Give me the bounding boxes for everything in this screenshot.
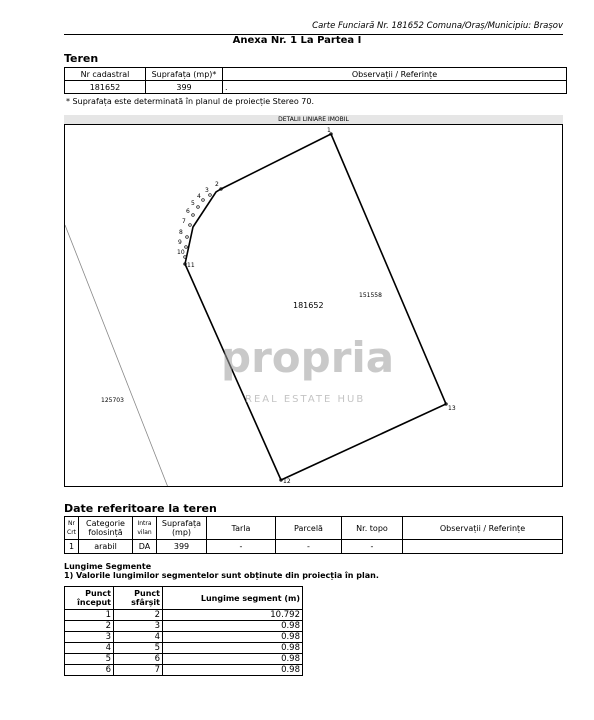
teren-header-cadastral: Nr cadastral bbox=[65, 68, 146, 81]
neighbor-east-label: 151558 bbox=[359, 292, 382, 299]
cell-punct-sfarsit: 2 bbox=[114, 610, 163, 621]
annex-title: Anexa Nr. 1 La Partea I bbox=[232, 35, 362, 46]
registry-header: Carte Funciară Nr. 181652 Comuna/Oraș/Municipiu: Brașov bbox=[312, 21, 563, 31]
teren-table bbox=[64, 67, 567, 94]
parcel-drawing bbox=[64, 115, 563, 487]
parcel-number-label: 181652 bbox=[293, 301, 324, 310]
vertex-marker bbox=[192, 214, 195, 217]
table-row bbox=[65, 643, 303, 654]
watermark bbox=[221, 333, 394, 405]
point-label: 1 bbox=[327, 127, 331, 134]
lungime-segmente-heading bbox=[64, 562, 379, 580]
date-referitoare-table bbox=[64, 516, 563, 554]
header-suprafata: Suprafața (mp) bbox=[157, 517, 207, 540]
lungime-table bbox=[64, 586, 303, 676]
table-row bbox=[65, 632, 303, 643]
header-categorie: Categorie folosință bbox=[79, 517, 133, 540]
header-nr-topo: Nr. topo bbox=[342, 517, 403, 540]
cell-lungime: 0.98 bbox=[163, 621, 303, 632]
cell-punct-inceput: 6 bbox=[65, 665, 114, 676]
teren-suprafata-value: 399 bbox=[146, 81, 223, 94]
header-parcela: Parcelă bbox=[276, 517, 342, 540]
cell-categorie: arabil bbox=[79, 540, 133, 554]
header-intravilan: Intra vilan bbox=[133, 517, 157, 540]
cell-nr-crt: 1 bbox=[65, 540, 79, 554]
teren-cadastral-value: 181652 bbox=[65, 81, 146, 94]
cell-intravilan: DA bbox=[133, 540, 157, 554]
table-row bbox=[65, 610, 303, 621]
parcel-plan bbox=[65, 125, 562, 486]
teren-row bbox=[65, 81, 567, 94]
point-label: 12 bbox=[283, 478, 291, 485]
drawing-header: DETALII LINIARE IMOBIL bbox=[64, 115, 563, 124]
cell-punct-inceput: 2 bbox=[65, 621, 114, 632]
point-label: 7 bbox=[182, 218, 186, 225]
header-nr-crt: Nr Crt bbox=[65, 517, 79, 540]
cell-lungime: 10.792 bbox=[163, 610, 303, 621]
teren-title: Teren bbox=[64, 52, 99, 65]
vertex-marker bbox=[209, 194, 212, 197]
point-label: 9 bbox=[178, 239, 182, 246]
date-referitoare-title: Date referitoare la teren bbox=[64, 502, 217, 515]
header-lungime-segment: Lungime segment (m) bbox=[163, 587, 303, 610]
lungime-title: Lungime Segmente bbox=[64, 562, 152, 571]
point-label: 6 bbox=[186, 208, 190, 215]
cell-parcela: - bbox=[276, 540, 342, 554]
teren-header-suprafata: Suprafața (mp)* bbox=[146, 68, 223, 81]
vertex-marker bbox=[197, 206, 200, 209]
point-label: 10 bbox=[177, 249, 185, 256]
header-punct-sfarsit: Punct sfârșit bbox=[114, 587, 163, 610]
table-row bbox=[65, 665, 303, 676]
header-observatii: Observații / Referințe bbox=[403, 517, 563, 540]
vertex-marker bbox=[186, 236, 189, 239]
table-row bbox=[65, 654, 303, 665]
cell-punct-inceput: 1 bbox=[65, 610, 114, 621]
watermark-tagline: REAL ESTATE HUB bbox=[245, 394, 366, 405]
teren-observatii-value: . bbox=[223, 81, 567, 94]
cell-punct-sfarsit: 3 bbox=[114, 621, 163, 632]
teren-header-observatii: Observații / Referințe bbox=[223, 68, 567, 81]
point-label: 8 bbox=[179, 229, 183, 236]
point-label: 4 bbox=[197, 193, 201, 200]
lungime-subtitle: 1) Valorile lungimilor segmentelor sunt obținute din proiecția în plan. bbox=[64, 571, 379, 580]
cell-lungime: 0.98 bbox=[163, 643, 303, 654]
cell-punct-inceput: 5 bbox=[65, 654, 114, 665]
cell-lungime: 0.98 bbox=[163, 665, 303, 676]
cell-nr-topo: - bbox=[342, 540, 403, 554]
point-label: 3 bbox=[205, 187, 209, 194]
point-label: 13 bbox=[448, 405, 456, 412]
drawing-frame bbox=[64, 124, 563, 487]
cell-punct-inceput: 3 bbox=[65, 632, 114, 643]
cell-punct-sfarsit: 4 bbox=[114, 632, 163, 643]
point-label: 11 bbox=[187, 262, 195, 269]
teren-footnote: * Suprafața este determinată în planul de proiecție Stereo 70. bbox=[66, 97, 315, 106]
cell-lungime: 0.98 bbox=[163, 654, 303, 665]
cell-punct-sfarsit: 6 bbox=[114, 654, 163, 665]
watermark-brand: propria bbox=[221, 333, 395, 382]
neighbor-west-label: 125703 bbox=[101, 397, 124, 404]
cell-tarla: - bbox=[207, 540, 276, 554]
header-punct-inceput: Punct început bbox=[65, 587, 114, 610]
vertex-marker bbox=[202, 199, 205, 202]
cell-suprafata: 399 bbox=[157, 540, 207, 554]
table-row bbox=[65, 540, 563, 554]
cell-punct-sfarsit: 7 bbox=[114, 665, 163, 676]
cell-punct-inceput: 4 bbox=[65, 643, 114, 654]
header-tarla: Tarla bbox=[207, 517, 276, 540]
vertex-marker bbox=[185, 246, 188, 249]
table-row bbox=[65, 621, 303, 632]
cell-punct-sfarsit: 5 bbox=[114, 643, 163, 654]
cell-lungime: 0.98 bbox=[163, 632, 303, 643]
neighbor-boundary-line bbox=[65, 225, 171, 486]
cell-observatii bbox=[403, 540, 563, 554]
point-label: 2 bbox=[215, 181, 219, 188]
point-label: 5 bbox=[191, 200, 195, 207]
vertex-marker bbox=[189, 224, 192, 227]
